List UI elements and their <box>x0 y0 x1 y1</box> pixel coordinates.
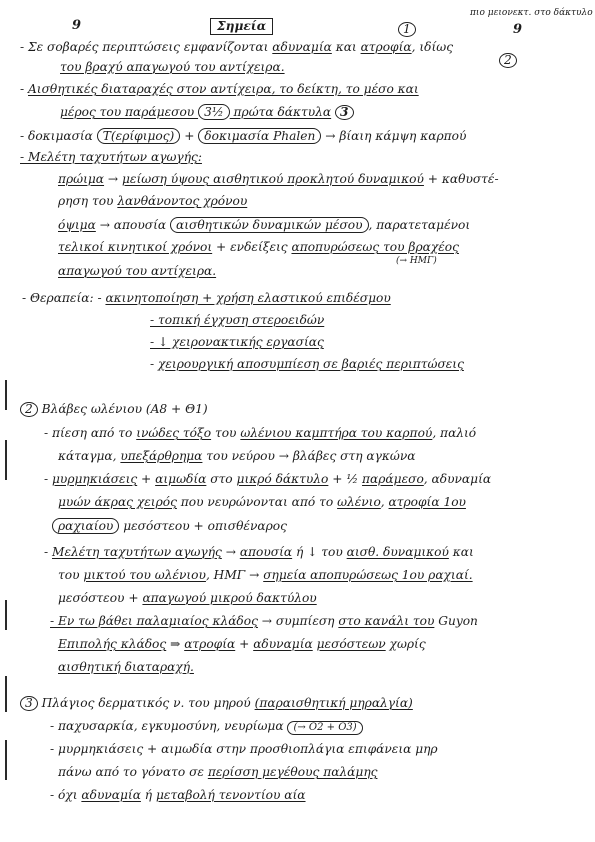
s1-line-14: - ↓ χειρονακτικής εργασίας <box>150 335 324 349</box>
s2-line-6: - Μελέτη ταχυτήτων αγωγής → απουσία ή ↓ του αισθ. δυναμικού και <box>44 545 474 559</box>
s1-line-15: - χειρουργική αποσυμπίεση σε βαριές περιπτώσεις <box>150 357 464 371</box>
section-circle-number: 1 <box>398 22 416 37</box>
s1-line-1: - Σε σοβαρές περιπτώσεις εμφανίζονται αδυναμία και ατροφία, ιδίως <box>20 40 454 54</box>
s1-circle-two: 2 <box>499 53 517 68</box>
margin-bar <box>5 380 7 410</box>
s1-line-6: - Μελέτη ταχυτήτων αγωγής: <box>20 150 202 164</box>
page-title: Σημεία <box>210 18 273 35</box>
s1-line-8: ρηση του λανθάνοντος χρόνου <box>58 194 248 208</box>
s2-line-10: Επιπολής κλάδος ⇒ ατροφία + αδυναμία μεσόστεων χωρίς <box>58 637 426 651</box>
s1-line-7: πρώιμα → μείωση ύψους αισθητικού προκλητού δυναμικού + καθυστέ- <box>58 172 499 186</box>
s1-line-2: του βραχύ απαγωγού του αντίχειρα. <box>60 60 285 74</box>
s1-line-12: - Θεραπεία: - ακινητοποίηση + χρήση ελαστικού επιδέσμου <box>22 291 391 305</box>
s2-line-11: αισθητική διαταραχή. <box>58 660 194 674</box>
s1-line-11: απαγωγού του αντίχειρα. <box>58 264 217 278</box>
s3-line-2: - μυρμηκιάσεις + αιμωδία στην προσθιοπλάγια επιφάνεια μηρ <box>50 742 438 756</box>
top-right-note: πιο μειονεκτ. στο δάκτυλο <box>470 8 593 18</box>
top-right-number: 9 <box>513 22 523 37</box>
s1-line-4: μέρος του παράμεσου 3½ πρώτα δάκτυλα 3 <box>60 104 354 120</box>
s2-heading: 2 Βλάβες ωλένιου (Α8 + Θ1) <box>20 402 208 417</box>
margin-bar <box>5 440 7 480</box>
s3-heading: 3 Πλάγιος δερματικός ν. του μηρού (παραισθητική μηραλγία) <box>20 696 413 711</box>
s1-line-9: όψιμα → απουσία αισθητικών δυναμικών μέσου , παρατεταμένοι <box>58 218 471 232</box>
s2-line-8: μεσόστεου + απαγωγού μικρού δακτύλου <box>58 591 317 605</box>
s3-line-3: πάνω από το γόνατο σε περίσση μεγέθους παλάμης <box>58 765 378 779</box>
margin-bar <box>5 676 7 712</box>
s2-line-9: - Εν τω βάθει παλαμιαίος κλάδος → συμπίεση στο κανάλι του Guyon <box>50 614 478 628</box>
s1-line-10: τελικοί κινητικοί χρόνοι + ενδείξεις αποπυρώσεως του βραχέος <box>58 240 459 254</box>
s3-line-4: - όχι αδυναμία ή μεταβολή τενοντίου αία <box>50 788 306 802</box>
s3-line-1: - παχυσαρκία, εγκυμοσύνη, νευρίωμα (→ Ο2 + Ο3) <box>50 719 363 735</box>
s2-line-7: του μικτού του ωλένιου, ΗΜΓ → σημεία αποπυρώσεως 1ου ραχιαί. <box>58 568 473 582</box>
margin-bar <box>5 740 7 780</box>
s2-line-3: - μυρμηκιάσεις + αιμωδία στο μικρό δάκτυλο + ½ παράμεσο, αδυναμία <box>44 472 492 486</box>
s2-line-2: κάταγμα, υπεξάρθρημα του νεύρου → βλάβες στη αγκώνα <box>58 449 416 463</box>
s2-line-1: - πίεση από το ινώδες τόξο του ωλένιου καμπτήρα του καρπού, παλιό <box>44 426 477 440</box>
s2-line-4: μυών άκρας χειρός που νευρώνονται από το ωλένιο, ατροφία 1ου <box>58 495 466 509</box>
s2-line-5: ραχιαίου μεσόστεου + οπισθέναρος <box>52 518 287 534</box>
s1-line-3: - Αισθητικές διαταραχές στον αντίχειρα, το δείκτη, το μέσο και <box>20 82 419 96</box>
s1-hmg-note: (→ ΗΜΓ) <box>396 256 437 266</box>
s1-line-13: - τοπική έγχυση στεροειδών <box>150 313 325 327</box>
s1-line-5: - δοκιμασία Τ(ερίφιμος) + δοκιμασία Phalen → βίαιη κάμψη καρπού <box>20 129 467 143</box>
margin-bar <box>5 600 7 630</box>
page-number: 9 <box>72 18 82 33</box>
